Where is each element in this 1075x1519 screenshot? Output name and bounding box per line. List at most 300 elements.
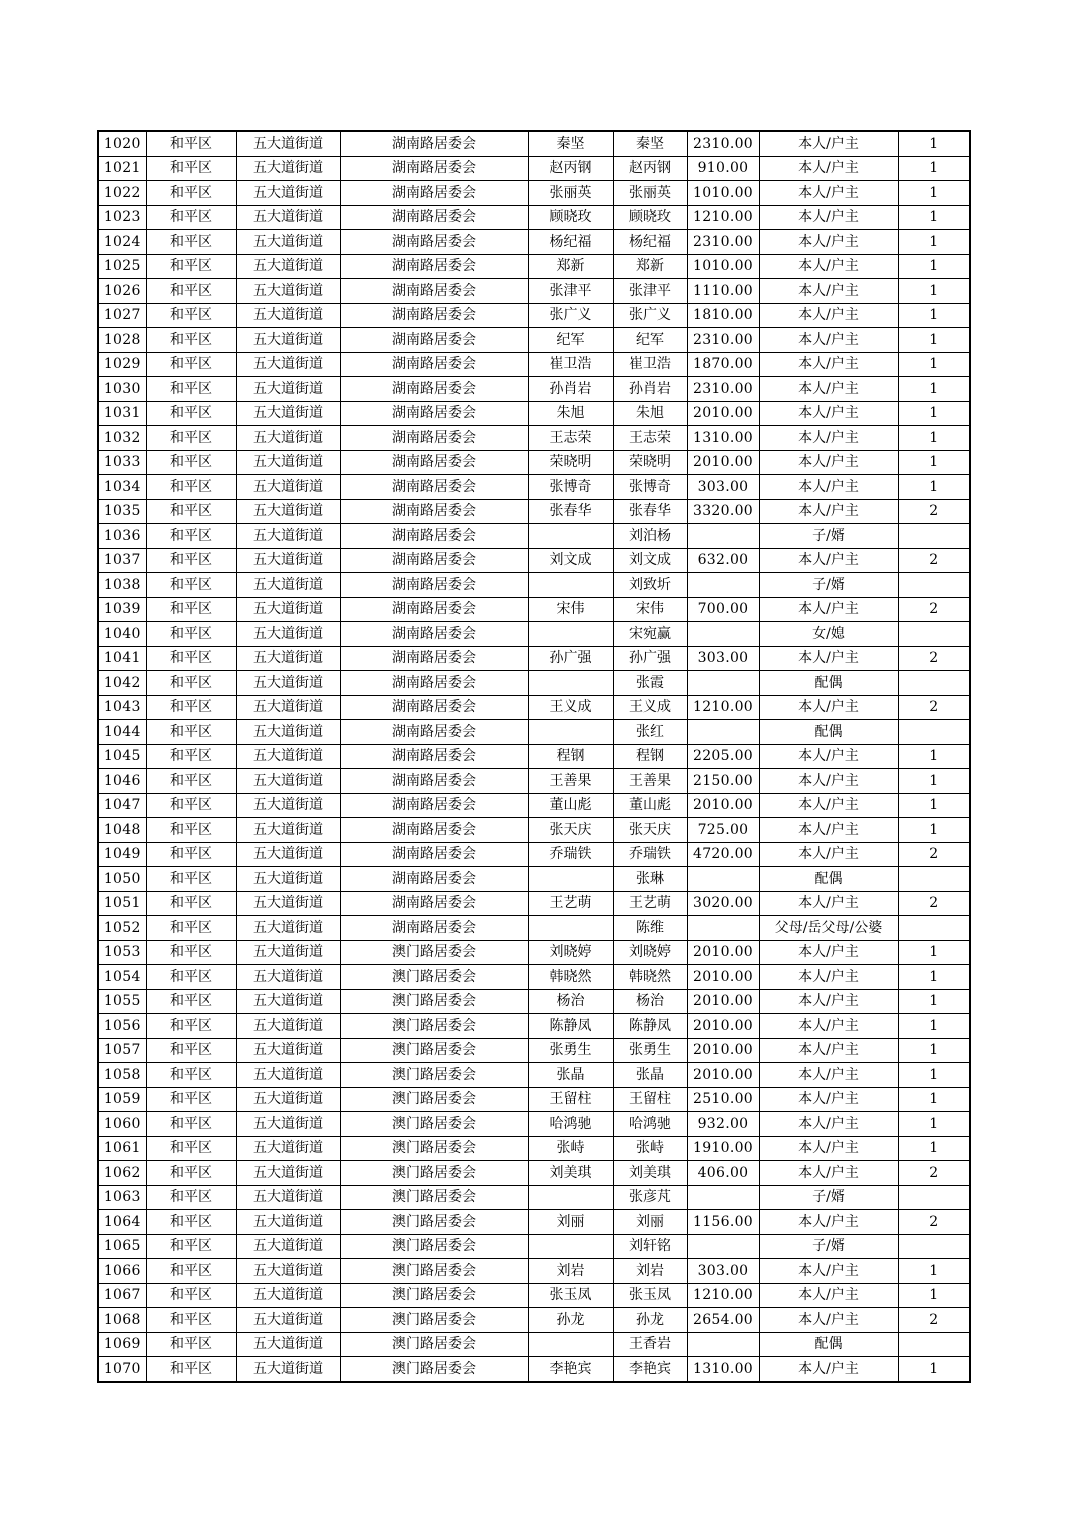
committee-cell: 澳门路居委会 <box>340 1161 528 1186</box>
street-cell: 五大道街道 <box>236 573 340 598</box>
street-cell: 五大道街道 <box>236 352 340 377</box>
table-row <box>98 646 970 671</box>
relation-cell: 本人/户主 <box>759 597 898 622</box>
committee-cell: 湖南路居委会 <box>340 205 528 230</box>
household-size-cell: 1 <box>898 131 970 156</box>
committee-cell: 澳门路居委会 <box>340 1014 528 1039</box>
row-number-cell: 1030 <box>98 377 146 402</box>
household-size-cell <box>898 916 970 941</box>
committee-cell: 澳门路居委会 <box>340 965 528 990</box>
household-size-cell: 1 <box>898 769 970 794</box>
amount-cell: 406.00 <box>687 1161 759 1186</box>
street-cell: 五大道街道 <box>236 965 340 990</box>
row-number-cell: 1055 <box>98 989 146 1014</box>
committee-cell: 澳门路居委会 <box>340 1112 528 1137</box>
row-number-cell: 1052 <box>98 916 146 941</box>
applicant-cell: 董山彪 <box>528 793 613 818</box>
household-size-cell: 2 <box>898 1210 970 1235</box>
district-cell: 和平区 <box>146 720 236 745</box>
applicant-cell <box>528 720 613 745</box>
table-row <box>98 1283 970 1308</box>
table-row <box>98 1038 970 1063</box>
applicant-cell: 王留柱 <box>528 1087 613 1112</box>
amount-cell: 2150.00 <box>687 769 759 794</box>
applicant-cell: 顾晓玫 <box>528 205 613 230</box>
applicant-cell: 张丽英 <box>528 181 613 206</box>
row-number-cell: 1066 <box>98 1259 146 1284</box>
table-row <box>98 1357 970 1382</box>
row-number-cell: 1041 <box>98 646 146 671</box>
applicant-cell: 韩晓然 <box>528 965 613 990</box>
committee-cell: 澳门路居委会 <box>340 1136 528 1161</box>
table-row <box>98 940 970 965</box>
table-row <box>98 279 970 304</box>
amount-cell: 303.00 <box>687 646 759 671</box>
amount-cell: 2010.00 <box>687 989 759 1014</box>
table-row <box>98 450 970 475</box>
household-size-cell: 2 <box>898 548 970 573</box>
district-cell: 和平区 <box>146 1234 236 1259</box>
relation-cell: 配偶 <box>759 1332 898 1357</box>
committee-cell: 澳门路居委会 <box>340 1234 528 1259</box>
relation-cell: 本人/户主 <box>759 965 898 990</box>
committee-cell: 湖南路居委会 <box>340 867 528 892</box>
member-name-cell: 张勇生 <box>613 1038 687 1063</box>
member-name-cell: 张春华 <box>613 499 687 524</box>
row-number-cell: 1047 <box>98 793 146 818</box>
table-row <box>98 818 970 843</box>
relation-cell: 本人/户主 <box>759 401 898 426</box>
member-name-cell: 张晶 <box>613 1063 687 1088</box>
district-cell: 和平区 <box>146 671 236 696</box>
street-cell: 五大道街道 <box>236 1063 340 1088</box>
table-row <box>98 1087 970 1112</box>
row-number-cell: 1035 <box>98 499 146 524</box>
applicant-cell: 赵丙钢 <box>528 156 613 181</box>
district-cell: 和平区 <box>146 1161 236 1186</box>
amount-cell: 2010.00 <box>687 965 759 990</box>
table-row <box>98 1136 970 1161</box>
applicant-cell: 孙肖岩 <box>528 377 613 402</box>
applicant-cell: 刘丽 <box>528 1210 613 1235</box>
table-row <box>98 989 970 1014</box>
district-cell: 和平区 <box>146 499 236 524</box>
amount-cell <box>687 573 759 598</box>
amount-cell: 1870.00 <box>687 352 759 377</box>
district-cell: 和平区 <box>146 1112 236 1137</box>
member-name-cell: 孙龙 <box>613 1308 687 1333</box>
amount-cell: 1810.00 <box>687 303 759 328</box>
relation-cell: 本人/户主 <box>759 769 898 794</box>
household-size-cell: 1 <box>898 156 970 181</box>
relation-cell: 本人/户主 <box>759 377 898 402</box>
household-size-cell <box>898 1332 970 1357</box>
member-name-cell: 刘轩铭 <box>613 1234 687 1259</box>
row-number-cell: 1063 <box>98 1185 146 1210</box>
committee-cell: 湖南路居委会 <box>340 499 528 524</box>
household-size-cell: 1 <box>898 401 970 426</box>
amount-cell <box>687 1332 759 1357</box>
relation-cell: 配偶 <box>759 671 898 696</box>
amount-cell: 1210.00 <box>687 695 759 720</box>
street-cell: 五大道街道 <box>236 156 340 181</box>
relation-cell: 本人/户主 <box>759 1210 898 1235</box>
table-row <box>98 352 970 377</box>
member-name-cell: 王志荣 <box>613 426 687 451</box>
applicant-cell: 张春华 <box>528 499 613 524</box>
household-size-cell: 2 <box>898 597 970 622</box>
row-number-cell: 1043 <box>98 695 146 720</box>
table-row <box>98 1112 970 1137</box>
table-row <box>98 573 970 598</box>
row-number-cell: 1054 <box>98 965 146 990</box>
committee-cell: 湖南路居委会 <box>340 303 528 328</box>
member-name-cell: 刘岩 <box>613 1259 687 1284</box>
district-cell: 和平区 <box>146 1136 236 1161</box>
member-name-cell: 孙广强 <box>613 646 687 671</box>
row-number-cell: 1059 <box>98 1087 146 1112</box>
amount-cell: 1910.00 <box>687 1136 759 1161</box>
amount-cell: 2310.00 <box>687 230 759 255</box>
member-name-cell: 刘致圻 <box>613 573 687 598</box>
committee-cell: 湖南路居委会 <box>340 377 528 402</box>
relation-cell: 本人/户主 <box>759 499 898 524</box>
relation-cell: 父母/岳父母/公婆 <box>759 916 898 941</box>
member-name-cell: 崔卫浩 <box>613 352 687 377</box>
committee-cell: 湖南路居委会 <box>340 230 528 255</box>
table-row <box>98 965 970 990</box>
table-row <box>98 499 970 524</box>
household-size-cell: 1 <box>898 426 970 451</box>
household-size-cell: 1 <box>898 1259 970 1284</box>
row-number-cell: 1036 <box>98 524 146 549</box>
amount-cell: 725.00 <box>687 818 759 843</box>
street-cell: 五大道街道 <box>236 499 340 524</box>
committee-cell: 湖南路居委会 <box>340 842 528 867</box>
member-name-cell: 宋宛赢 <box>613 622 687 647</box>
amount-cell: 2010.00 <box>687 1014 759 1039</box>
applicant-cell: 程钢 <box>528 744 613 769</box>
amount-cell: 2010.00 <box>687 401 759 426</box>
district-cell: 和平区 <box>146 377 236 402</box>
committee-cell: 澳门路居委会 <box>340 1038 528 1063</box>
row-number-cell: 1050 <box>98 867 146 892</box>
member-name-cell: 赵丙钢 <box>613 156 687 181</box>
member-name-cell: 张广义 <box>613 303 687 328</box>
member-name-cell: 张丽英 <box>613 181 687 206</box>
applicant-cell: 哈鸿驰 <box>528 1112 613 1137</box>
row-number-cell: 1026 <box>98 279 146 304</box>
amount-cell: 1210.00 <box>687 1283 759 1308</box>
street-cell: 五大道街道 <box>236 475 340 500</box>
committee-cell: 湖南路居委会 <box>340 793 528 818</box>
relation-cell: 子/婿 <box>759 1234 898 1259</box>
amount-cell: 2010.00 <box>687 1063 759 1088</box>
relation-cell: 本人/户主 <box>759 181 898 206</box>
table-row <box>98 1161 970 1186</box>
row-number-cell: 1057 <box>98 1038 146 1063</box>
applicant-cell: 杨治 <box>528 989 613 1014</box>
row-number-cell: 1032 <box>98 426 146 451</box>
table-row <box>98 548 970 573</box>
household-size-cell: 1 <box>898 1038 970 1063</box>
household-size-cell: 1 <box>898 989 970 1014</box>
committee-cell: 湖南路居委会 <box>340 622 528 647</box>
member-name-cell: 张霞 <box>613 671 687 696</box>
table-row <box>98 475 970 500</box>
district-cell: 和平区 <box>146 230 236 255</box>
committee-cell: 湖南路居委会 <box>340 352 528 377</box>
street-cell: 五大道街道 <box>236 328 340 353</box>
household-size-cell: 2 <box>898 695 970 720</box>
applicant-cell <box>528 1185 613 1210</box>
amount-cell <box>687 916 759 941</box>
table-row <box>98 1185 970 1210</box>
relation-cell: 配偶 <box>759 867 898 892</box>
relation-cell: 子/婿 <box>759 1185 898 1210</box>
relation-cell: 配偶 <box>759 720 898 745</box>
household-size-cell: 1 <box>898 181 970 206</box>
household-size-cell <box>898 671 970 696</box>
committee-cell: 澳门路居委会 <box>340 1087 528 1112</box>
district-cell: 和平区 <box>146 818 236 843</box>
household-size-cell: 1 <box>898 328 970 353</box>
street-cell: 五大道街道 <box>236 524 340 549</box>
committee-cell: 湖南路居委会 <box>340 744 528 769</box>
committee-cell: 澳门路居委会 <box>340 940 528 965</box>
street-cell: 五大道街道 <box>236 279 340 304</box>
member-name-cell: 陈静凤 <box>613 1014 687 1039</box>
street-cell: 五大道街道 <box>236 377 340 402</box>
row-number-cell: 1060 <box>98 1112 146 1137</box>
member-name-cell: 顾晓玫 <box>613 205 687 230</box>
row-number-cell: 1034 <box>98 475 146 500</box>
row-number-cell: 1039 <box>98 597 146 622</box>
relation-cell: 子/婿 <box>759 573 898 598</box>
relation-cell: 本人/户主 <box>759 1014 898 1039</box>
household-size-cell: 1 <box>898 254 970 279</box>
row-number-cell: 1045 <box>98 744 146 769</box>
household-size-cell: 1 <box>898 1063 970 1088</box>
relation-cell: 本人/户主 <box>759 1136 898 1161</box>
applicant-cell: 孙龙 <box>528 1308 613 1333</box>
amount-cell: 303.00 <box>687 475 759 500</box>
street-cell: 五大道街道 <box>236 303 340 328</box>
district-cell: 和平区 <box>146 842 236 867</box>
row-number-cell: 1061 <box>98 1136 146 1161</box>
member-name-cell: 韩晓然 <box>613 965 687 990</box>
table-row <box>98 524 970 549</box>
table-row <box>98 842 970 867</box>
row-number-cell: 1020 <box>98 131 146 156</box>
relation-cell: 本人/户主 <box>759 1112 898 1137</box>
street-cell: 五大道街道 <box>236 916 340 941</box>
amount-cell: 2010.00 <box>687 793 759 818</box>
street-cell: 五大道街道 <box>236 1259 340 1284</box>
table-row <box>98 303 970 328</box>
amount-cell: 303.00 <box>687 1259 759 1284</box>
table-row <box>98 891 970 916</box>
street-cell: 五大道街道 <box>236 622 340 647</box>
row-number-cell: 1068 <box>98 1308 146 1333</box>
committee-cell: 湖南路居委会 <box>340 156 528 181</box>
committee-cell: 湖南路居委会 <box>340 401 528 426</box>
relation-cell: 本人/户主 <box>759 646 898 671</box>
street-cell: 五大道街道 <box>236 426 340 451</box>
household-size-cell: 1 <box>898 1087 970 1112</box>
member-name-cell: 张峙 <box>613 1136 687 1161</box>
member-name-cell: 杨纪福 <box>613 230 687 255</box>
street-cell: 五大道街道 <box>236 818 340 843</box>
row-number-cell: 1021 <box>98 156 146 181</box>
member-name-cell: 宋伟 <box>613 597 687 622</box>
district-cell: 和平区 <box>146 1185 236 1210</box>
committee-cell: 湖南路居委会 <box>340 916 528 941</box>
applicant-cell: 秦坚 <box>528 131 613 156</box>
district-cell: 和平区 <box>146 279 236 304</box>
amount-cell: 1010.00 <box>687 254 759 279</box>
committee-cell: 澳门路居委会 <box>340 1063 528 1088</box>
street-cell: 五大道街道 <box>236 450 340 475</box>
row-number-cell: 1027 <box>98 303 146 328</box>
table-row <box>98 1234 970 1259</box>
amount-cell: 2310.00 <box>687 328 759 353</box>
district-cell: 和平区 <box>146 1063 236 1088</box>
amount-cell: 2310.00 <box>687 377 759 402</box>
household-size-cell <box>898 867 970 892</box>
table-row <box>98 622 970 647</box>
applicant-cell: 孙广强 <box>528 646 613 671</box>
amount-cell <box>687 1185 759 1210</box>
member-name-cell: 乔瑞铁 <box>613 842 687 867</box>
applicant-cell <box>528 916 613 941</box>
relation-cell: 本人/户主 <box>759 940 898 965</box>
district-cell: 和平区 <box>146 965 236 990</box>
table-row <box>98 744 970 769</box>
household-size-cell: 1 <box>898 303 970 328</box>
row-number-cell: 1025 <box>98 254 146 279</box>
street-cell: 五大道街道 <box>236 940 340 965</box>
street-cell: 五大道街道 <box>236 1136 340 1161</box>
household-size-cell: 2 <box>898 646 970 671</box>
relation-cell: 本人/户主 <box>759 156 898 181</box>
street-cell: 五大道街道 <box>236 671 340 696</box>
street-cell: 五大道街道 <box>236 1283 340 1308</box>
street-cell: 五大道街道 <box>236 769 340 794</box>
table-row <box>98 328 970 353</box>
applicant-cell: 王善果 <box>528 769 613 794</box>
table-row <box>98 1308 970 1333</box>
street-cell: 五大道街道 <box>236 695 340 720</box>
district-cell: 和平区 <box>146 891 236 916</box>
row-number-cell: 1033 <box>98 450 146 475</box>
district-cell: 和平区 <box>146 181 236 206</box>
committee-cell: 澳门路居委会 <box>340 1259 528 1284</box>
applicant-cell: 刘晓婷 <box>528 940 613 965</box>
household-size-cell: 1 <box>898 1136 970 1161</box>
applicant-cell <box>528 524 613 549</box>
district-cell: 和平区 <box>146 352 236 377</box>
applicant-cell: 张博奇 <box>528 475 613 500</box>
committee-cell: 湖南路居委会 <box>340 475 528 500</box>
street-cell: 五大道街道 <box>236 891 340 916</box>
committee-cell: 湖南路居委会 <box>340 254 528 279</box>
relation-cell: 本人/户主 <box>759 1161 898 1186</box>
district-cell: 和平区 <box>146 916 236 941</box>
committee-cell: 湖南路居委会 <box>340 891 528 916</box>
table-row <box>98 867 970 892</box>
household-size-cell: 1 <box>898 450 970 475</box>
amount-cell: 1010.00 <box>687 181 759 206</box>
member-name-cell: 董山彪 <box>613 793 687 818</box>
applicant-cell: 刘文成 <box>528 548 613 573</box>
member-name-cell: 荣晓明 <box>613 450 687 475</box>
amount-cell: 2010.00 <box>687 1038 759 1063</box>
district-cell: 和平区 <box>146 254 236 279</box>
committee-cell: 湖南路居委会 <box>340 450 528 475</box>
applicant-cell <box>528 1332 613 1357</box>
committee-cell: 湖南路居委会 <box>340 181 528 206</box>
table-row <box>98 1259 970 1284</box>
street-cell: 五大道街道 <box>236 744 340 769</box>
district-cell: 和平区 <box>146 524 236 549</box>
relation-cell: 本人/户主 <box>759 1283 898 1308</box>
member-name-cell: 郑新 <box>613 254 687 279</box>
relation-cell: 本人/户主 <box>759 426 898 451</box>
amount-cell: 3020.00 <box>687 891 759 916</box>
member-name-cell: 刘美琪 <box>613 1161 687 1186</box>
street-cell: 五大道街道 <box>236 720 340 745</box>
amount-cell: 2010.00 <box>687 450 759 475</box>
member-name-cell: 陈维 <box>613 916 687 941</box>
applicant-cell: 张晶 <box>528 1063 613 1088</box>
household-size-cell: 1 <box>898 818 970 843</box>
household-size-cell: 1 <box>898 352 970 377</box>
amount-cell <box>687 622 759 647</box>
committee-cell: 湖南路居委会 <box>340 671 528 696</box>
street-cell: 五大道街道 <box>236 1161 340 1186</box>
row-number-cell: 1062 <box>98 1161 146 1186</box>
committee-cell: 湖南路居委会 <box>340 597 528 622</box>
street-cell: 五大道街道 <box>236 842 340 867</box>
district-cell: 和平区 <box>146 205 236 230</box>
amount-cell <box>687 867 759 892</box>
applicant-cell: 陈静凤 <box>528 1014 613 1039</box>
committee-cell: 湖南路居委会 <box>340 573 528 598</box>
amount-cell: 2010.00 <box>687 940 759 965</box>
relation-cell: 本人/户主 <box>759 1308 898 1333</box>
relation-cell: 本人/户主 <box>759 695 898 720</box>
street-cell: 五大道街道 <box>236 1087 340 1112</box>
committee-cell: 湖南路居委会 <box>340 720 528 745</box>
district-cell: 和平区 <box>146 156 236 181</box>
district-cell: 和平区 <box>146 597 236 622</box>
street-cell: 五大道街道 <box>236 1112 340 1137</box>
district-cell: 和平区 <box>146 1283 236 1308</box>
district-cell: 和平区 <box>146 622 236 647</box>
committee-cell: 湖南路居委会 <box>340 646 528 671</box>
member-name-cell: 王善果 <box>613 769 687 794</box>
row-number-cell: 1067 <box>98 1283 146 1308</box>
row-number-cell: 1031 <box>98 401 146 426</box>
committee-cell: 湖南路居委会 <box>340 548 528 573</box>
table-row <box>98 916 970 941</box>
applicant-cell: 王义成 <box>528 695 613 720</box>
household-size-cell: 1 <box>898 377 970 402</box>
amount-cell <box>687 1234 759 1259</box>
amount-cell: 932.00 <box>687 1112 759 1137</box>
row-number-cell: 1051 <box>98 891 146 916</box>
